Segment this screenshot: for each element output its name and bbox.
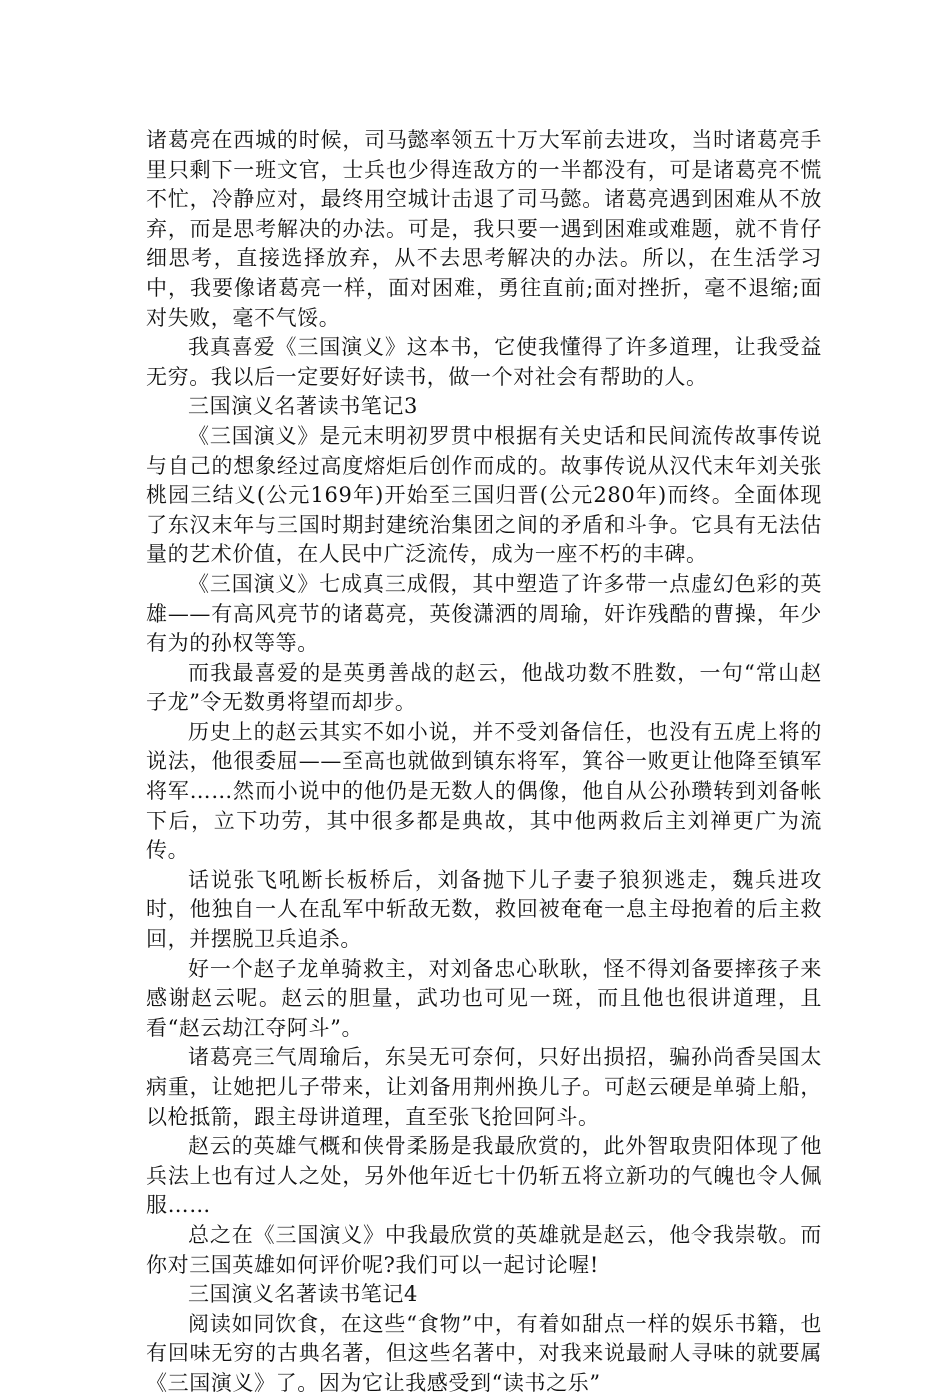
paragraph: 总之在《三国演义》中我最欣赏的英雄就是赵云，他令我崇敬。而你对三国英雄如何评价呢?我们可以一起讨论喔!: [146, 1222, 822, 1277]
paragraph: 诸葛亮三气周瑜后，东吴无可奈何，只好出损招，骗孙尚香吴国太病重，让她把儿子带来，让刘备用荆州换儿子。可赵云硬是单骑上船，以枪抵箭，跟主母讲道理，直至张飞抢回阿斗。: [146, 1045, 822, 1129]
paragraph: 好一个赵子龙单骑救主，对刘备忠心耿耿，怪不得刘备要摔孩子来感谢赵云呢。赵云的胆量，武功也可见一斑，而且他也很讲道理，且看“赵云劫江夺阿斗”。: [146, 956, 822, 1040]
paragraph: 而我最喜爱的是英勇善战的赵云，他战功数不胜数，一句“常山赵子龙”令无数勇将望而却步。: [146, 660, 822, 715]
paragraph: 《三国演义》七成真三成假，其中塑造了许多带一点虚幻色彩的英雄——有高风亮节的诸葛亮，英俊潇洒的周瑜，奸诈残酷的曹操，年少有为的孙权等等。: [146, 571, 822, 656]
paragraph: 阅读如同饮食，在这些“食物”中，有着如甜点一样的娱乐书籍，也有回味无穷的古典名著，但这些名著中，对我来说最耐人寻味的就要属《三国演义》了。因为它让我感受到“读书之乐”: [146, 1311, 822, 1395]
paragraph: 《三国演义》是元末明初罗贯中根据有关史话和民间流传故事传说与自己的想象经过高度熔炬后创作而成的。故事传说从汉代末年刘关张桃园三结义(公元169年)开始至三国归晋(公元280年)而终。全面体现了东汉末年与三国时期封建统治集团之间的矛盾和斗争。它具有无法估量的艺术价值，在人民中广泛流传，成为一座不朽的丰碑。: [146, 423, 822, 567]
paragraph: 赵云的英雄气概和侠骨柔肠是我最欣赏的，此外智取贵阳体现了他兵法上也有过人之处，另外他年近七十仍斩五将立新功的气魄也令人佩服……: [146, 1134, 822, 1218]
section-heading: 三国演义名著读书笔记4: [188, 1282, 418, 1307]
paragraph: 诸葛亮在西城的时候，司马懿率领五十万大军前去进攻，当时诸葛亮手里只剩下一班文官，士兵也少得连敌方的一半都没有，可是诸葛亮不慌不忙，冷静应对，最终用空城计击退了司马懿。诸葛亮遇到困难从不放弃，而是思考解决的办法。可是，我只要一遇到困难或难题，就不肯仔细思考，直接选择放弃，从不去思考解决的办法。所以，在生活学习中，我要像诸葛亮一样，面对困难，勇往直前;面对挫折，毫不退缩;面对失败，毫不气馁。: [146, 128, 822, 330]
paragraph: 我真喜爱《三国演义》这本书，它使我懂得了许多道理，让我受益无穷。我以后一定要好好读书，做一个对社会有帮助的人。: [146, 335, 822, 389]
document-page: [146, 126, 822, 1399]
paragraph: 话说张飞吼断长板桥后，刘备抛下儿子妻子狼狈逃走，魏兵进攻时，他独自一人在乱军中斩敌无数，救回被奄奄一息主母抱着的后主救回，并摆脱卫兵追杀。: [146, 867, 822, 952]
section-heading: 三国演义名著读书笔记3: [188, 394, 418, 419]
paragraph: 历史上的赵云其实不如小说，并不受刘备信任，也没有五虎上将的说法，他很委屈——至高也就做到镇东将军，箕谷一败更让他降至镇军将军……然而小说中的他仍是无数人的偶像，他自从公孙瓒转到刘备帐下后，立下功劳，其中很多都是典故，其中他两救后主刘禅更广为流传。: [146, 719, 822, 863]
